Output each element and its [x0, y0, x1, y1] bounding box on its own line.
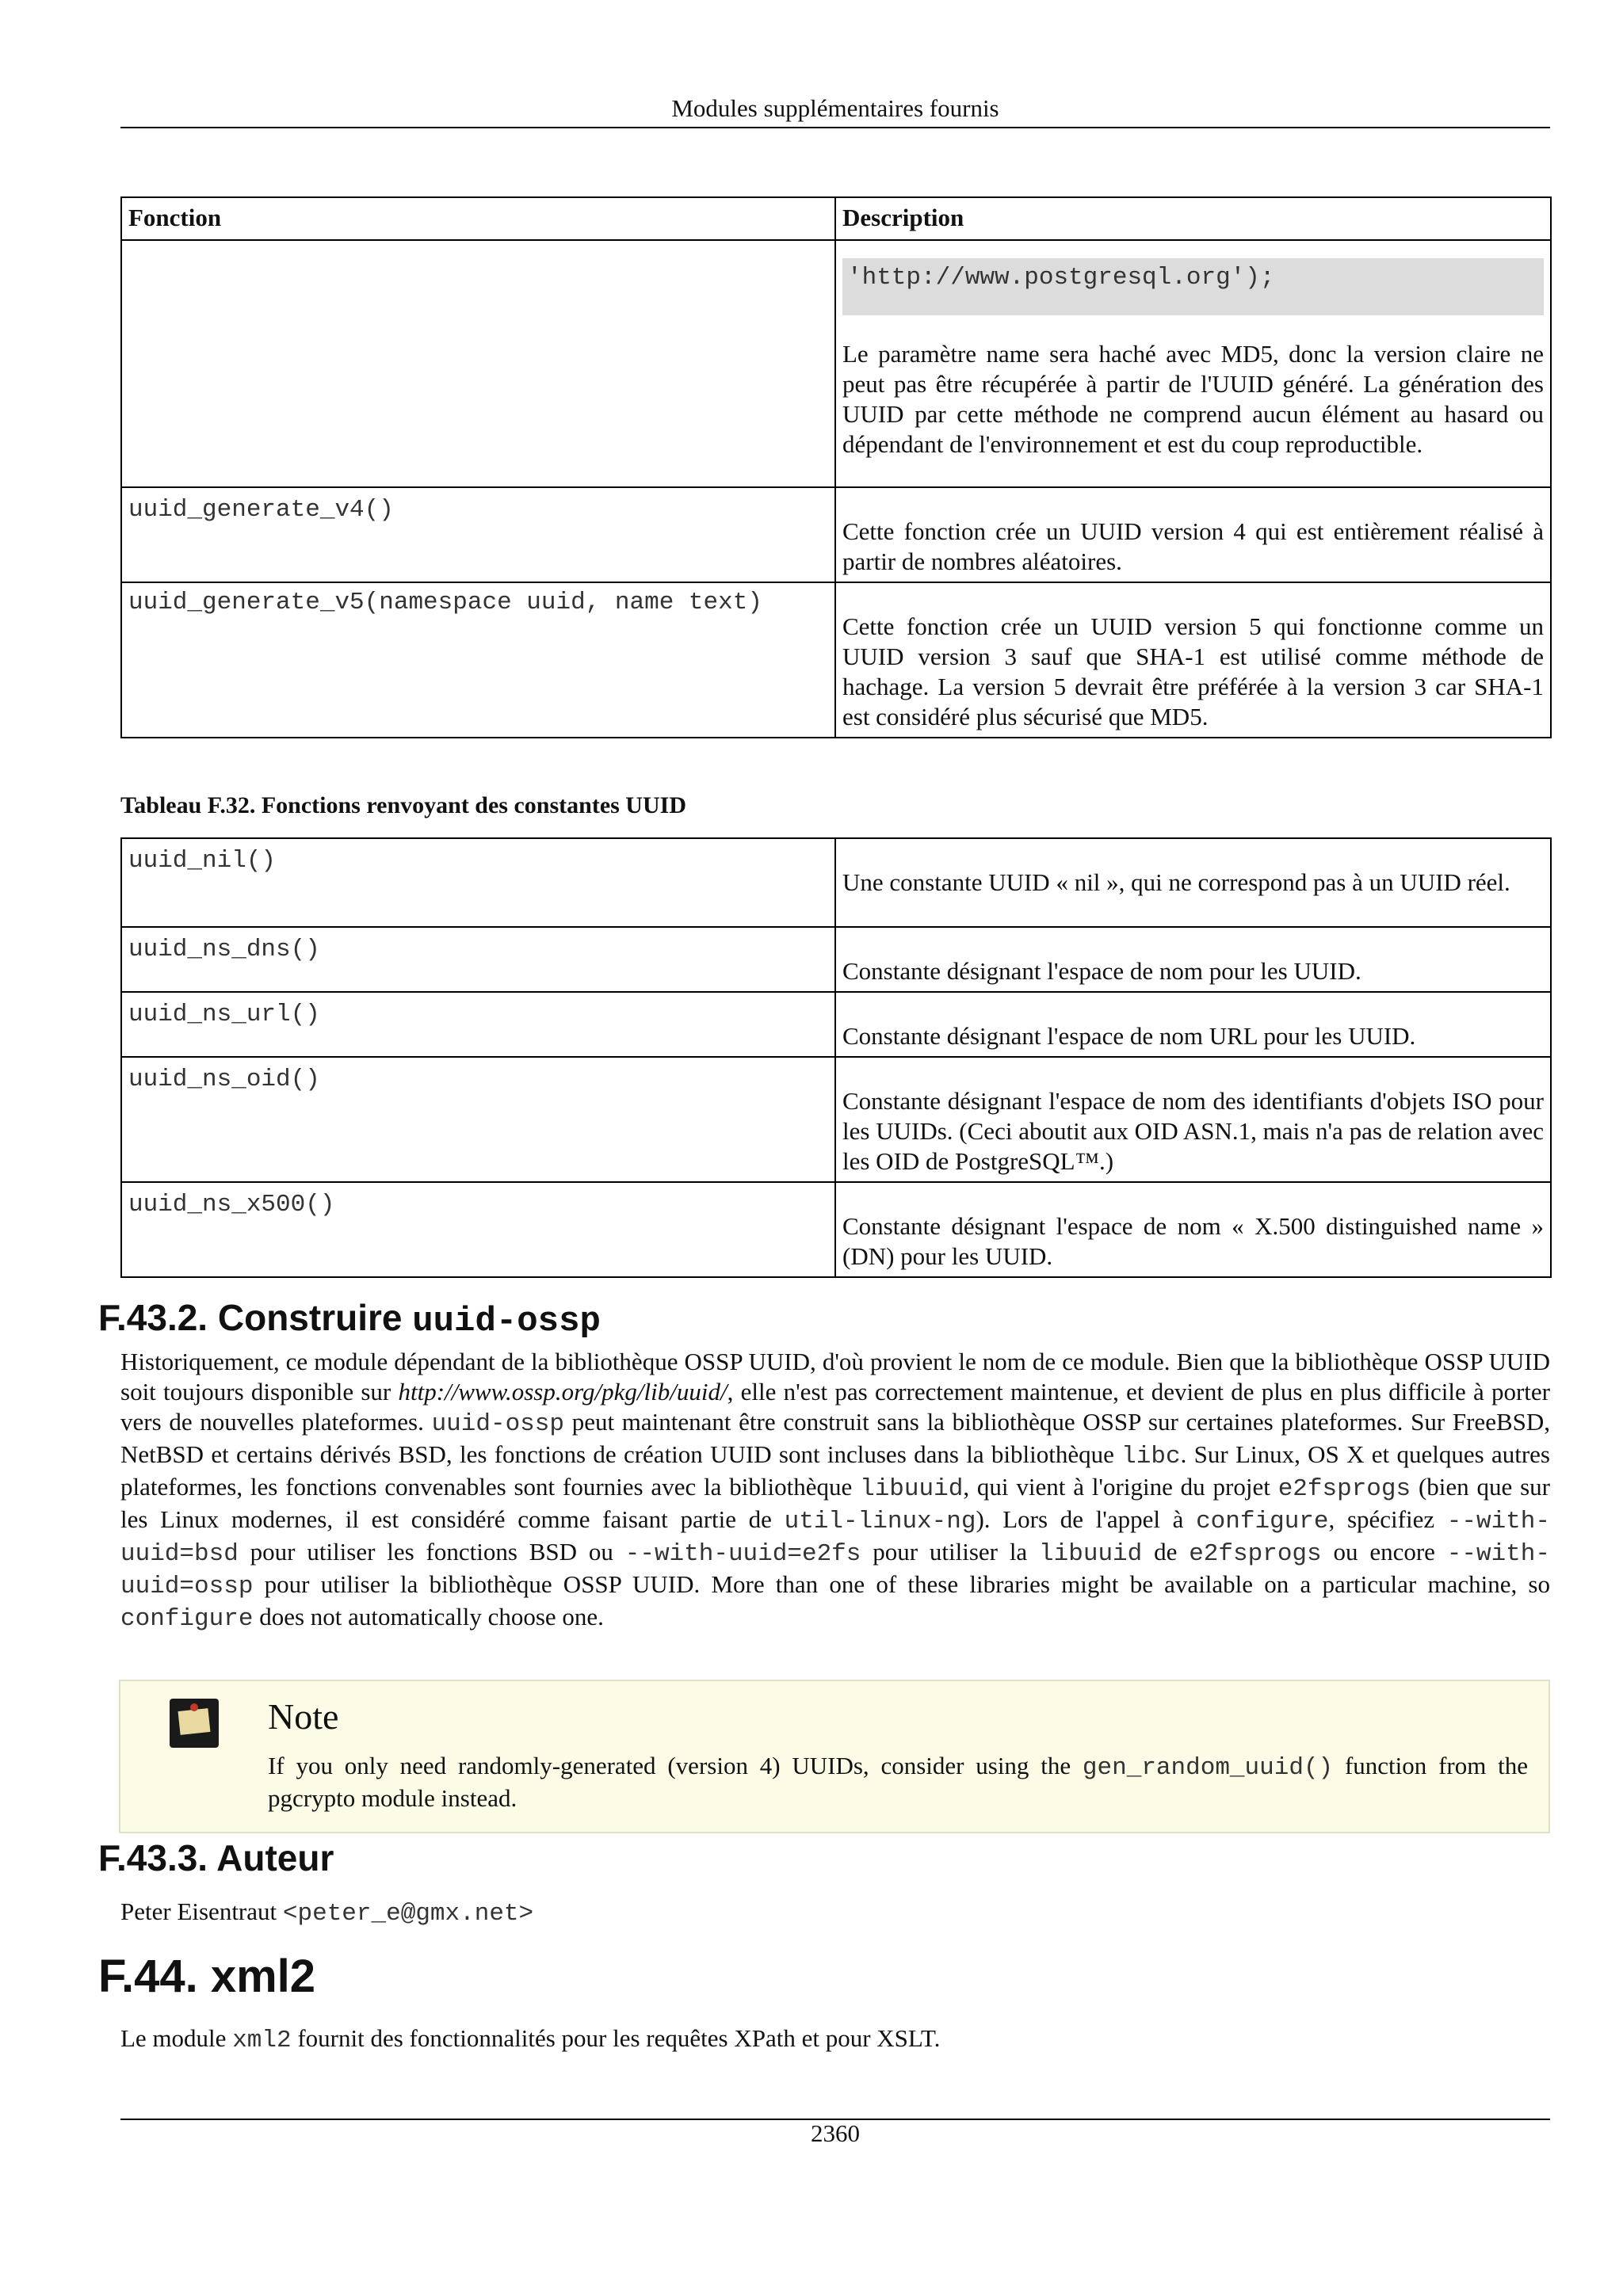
column-header-function: Fonction — [121, 197, 835, 240]
description-text: Constante désignant l'espace de nom URL pour les UUID. — [842, 1022, 1416, 1050]
description-cell — [835, 992, 1551, 1057]
description-text: Cette fonction crée un UUID version 4 qui est entièrement réalisé à partir de nombres aléatoires. — [842, 517, 1544, 575]
note-box — [119, 1680, 1550, 1833]
description-text: Le paramètre name sera haché avec MD5, donc la version claire ne peut pas être récupérée à partir de l'UUID généré. La génération des UUID par cette méthode ne comprend aucun élément au hasard ou dépendant de l'environnement et est du coup reproductible. — [842, 340, 1544, 458]
table-row — [121, 1057, 1551, 1182]
ossp-url-link[interactable]: http://www.ossp.org/pkg/lib/uuid/ — [398, 1378, 727, 1405]
function-name: uuid_ns_dns() — [128, 936, 320, 963]
text-run: If you only need randomly-generated (version 4) UUIDs, consider using the — [268, 1752, 1083, 1779]
heading-text: F.43.2. Construire — [98, 1297, 413, 1338]
function-cell — [121, 1057, 835, 1182]
page-number: 2360 — [811, 2119, 860, 2147]
inline-code: --with-uuid=bsd — [120, 1508, 1550, 1568]
text-run: Historiquement, ce module dépendant de la bibliothèque OSSP UUID, d'où provient le nom de ce module. Bien que la bibliothèque OSSP UUID soit toujours disponible sur — [120, 1348, 1550, 1405]
function-name: uuid_ns_url() — [128, 1001, 320, 1028]
chapter-heading-xml2: F.44. xml2 — [98, 1951, 316, 2002]
description-cell — [835, 927, 1551, 992]
inline-code: util-linux-ng — [784, 1508, 976, 1535]
function-cell — [121, 992, 835, 1057]
function-name: uuid_ns_x500() — [128, 1191, 335, 1219]
description-text: Une constante UUID « nil », qui ne correspond pas à un UUID réel. — [842, 868, 1510, 896]
code-example: 'http://www.postgresql.org'); — [842, 258, 1544, 315]
description-cell — [835, 582, 1551, 738]
note-icon — [170, 1699, 219, 1748]
text-run: pour utiliser les fonctions BSD ou — [238, 1538, 625, 1566]
text-run: pour utiliser la — [861, 1538, 1040, 1566]
inline-code: uuid-ossp — [431, 1410, 564, 1438]
description-cell — [835, 487, 1551, 582]
description-text: Constante désignant l'espace de nom « X.500 distinguished name » (DN) pour les UUID. — [842, 1212, 1544, 1270]
text-run: fournit des fonctionnalités pour les requêtes XPath et pour XSLT. — [291, 2024, 941, 2052]
description-cell — [835, 838, 1551, 927]
heading-code: uuid-ossp — [412, 1302, 601, 1341]
description-text: Constante désignant l'espace de nom des identifiants d'objets ISO pour les UUIDs. (Ceci aboutit aux OID ASN.1, mais n'a pas de relation avec les OID de PostgreSQL™.) — [842, 1087, 1544, 1175]
function-name: uuid_nil() — [128, 847, 277, 875]
table-row — [121, 240, 1551, 487]
function-cell — [121, 838, 835, 927]
function-cell — [121, 1182, 835, 1277]
running-header: Modules supplémentaires fournis — [671, 94, 999, 122]
function-cell — [121, 582, 835, 738]
description-text: Constante désignant l'espace de nom pour les UUID. — [842, 957, 1361, 985]
text-run: does not automatically choose one. — [253, 1603, 604, 1630]
note-text — [268, 1751, 1528, 1814]
function-cell — [121, 487, 835, 582]
table-row — [121, 927, 1551, 992]
inline-code: libuuid — [1039, 1540, 1143, 1568]
text-run: peut maintenant être construit sans la bibliothèque OSSP sur certaines plateformes. Sur FreeBSD, NetBSD et certains dérivés BSD, les fonctions de création UUID sont incluses dans la bibliothèque — [120, 1408, 1551, 1468]
text-run: function from the pgcrypto module instead. — [268, 1752, 1528, 1812]
table-header-row — [121, 197, 1551, 240]
function-name: uuid_generate_v4() — [128, 496, 394, 524]
note-title: Note — [268, 1696, 339, 1737]
header-rule — [120, 127, 1550, 128]
section-heading-author: F.43.3. Auteur — [98, 1837, 334, 1878]
text-run: . Sur Linux, OS X et quelques autres plateformes, les fonctions convenables sont fournies avec la bibliothèque — [120, 1440, 1550, 1501]
table-row — [121, 1182, 1551, 1277]
text-run: , qui vient à l'origine du projet — [963, 1473, 1278, 1501]
description-text: Cette fonction crée un UUID version 5 qui fonctionne comme un UUID version 3 sauf que SHA-1 est utilisé comme méthode de hachage. La version 5 devrait être préférée à la version 3 car SHA-1 est considéré plus sécurisé que MD5. — [842, 612, 1544, 730]
function-cell — [121, 927, 835, 992]
author-line — [120, 1897, 1550, 1929]
section-heading-build — [98, 1296, 601, 1343]
inline-code: --with-uuid=ossp — [120, 1540, 1550, 1600]
text-run: (bien que sur les Linux modernes, il est considéré comme faisant partie de — [120, 1473, 1551, 1533]
inline-code: xml2 — [232, 2027, 292, 2054]
inline-code: configure — [1196, 1508, 1329, 1535]
text-run: Le module — [120, 2024, 233, 2052]
table-caption: Tableau F.32. Fonctions renvoyant des constantes UUID — [120, 792, 686, 818]
xml2-intro — [120, 2023, 1550, 2056]
inline-code: configure — [120, 1605, 254, 1633]
text-run: pour utiliser la bibliothèque OSSP UUID. More than one of these libraries might be available on a particular machine, so — [253, 1570, 1550, 1598]
column-header-description: Description — [835, 197, 1551, 240]
table-row — [121, 992, 1551, 1057]
inline-code: libuuid — [860, 1475, 964, 1503]
inline-code: --with-uuid=e2fs — [624, 1540, 861, 1568]
inline-code: e2fsprogs — [1189, 1540, 1322, 1568]
uuid-constants-table — [120, 837, 1552, 1278]
description-cell — [835, 240, 1551, 487]
text-run: de — [1142, 1538, 1190, 1566]
description-cell — [835, 1057, 1551, 1182]
author-name: Peter Eisentraut — [120, 1897, 283, 1925]
text-run: ). Lors de l'appel à — [976, 1505, 1197, 1533]
text-run: , elle n'est pas correctement maintenue, et devient de plus en plus difficile à porter vers de nouvelles plateformes. — [120, 1378, 1550, 1436]
inline-code: gen_random_uuid() — [1082, 1754, 1334, 1782]
function-name: uuid_ns_oid() — [128, 1066, 320, 1093]
author-email[interactable]: <peter_e@gmx.net> — [282, 1900, 534, 1928]
function-cell — [121, 240, 835, 487]
function-name: uuid_generate_v5(namespace uuid, name text) — [128, 589, 762, 616]
description-cell — [835, 1182, 1551, 1277]
table-row — [121, 838, 1551, 927]
uuid-functions-table — [120, 196, 1552, 738]
text-run: ou encore — [1321, 1538, 1447, 1566]
inline-code: libc — [1121, 1443, 1181, 1470]
inline-code: e2fsprogs — [1277, 1475, 1411, 1503]
table-row — [121, 582, 1551, 738]
text-run: , spécifiez — [1328, 1505, 1447, 1533]
build-paragraph — [120, 1347, 1550, 1634]
table-row — [121, 487, 1551, 582]
